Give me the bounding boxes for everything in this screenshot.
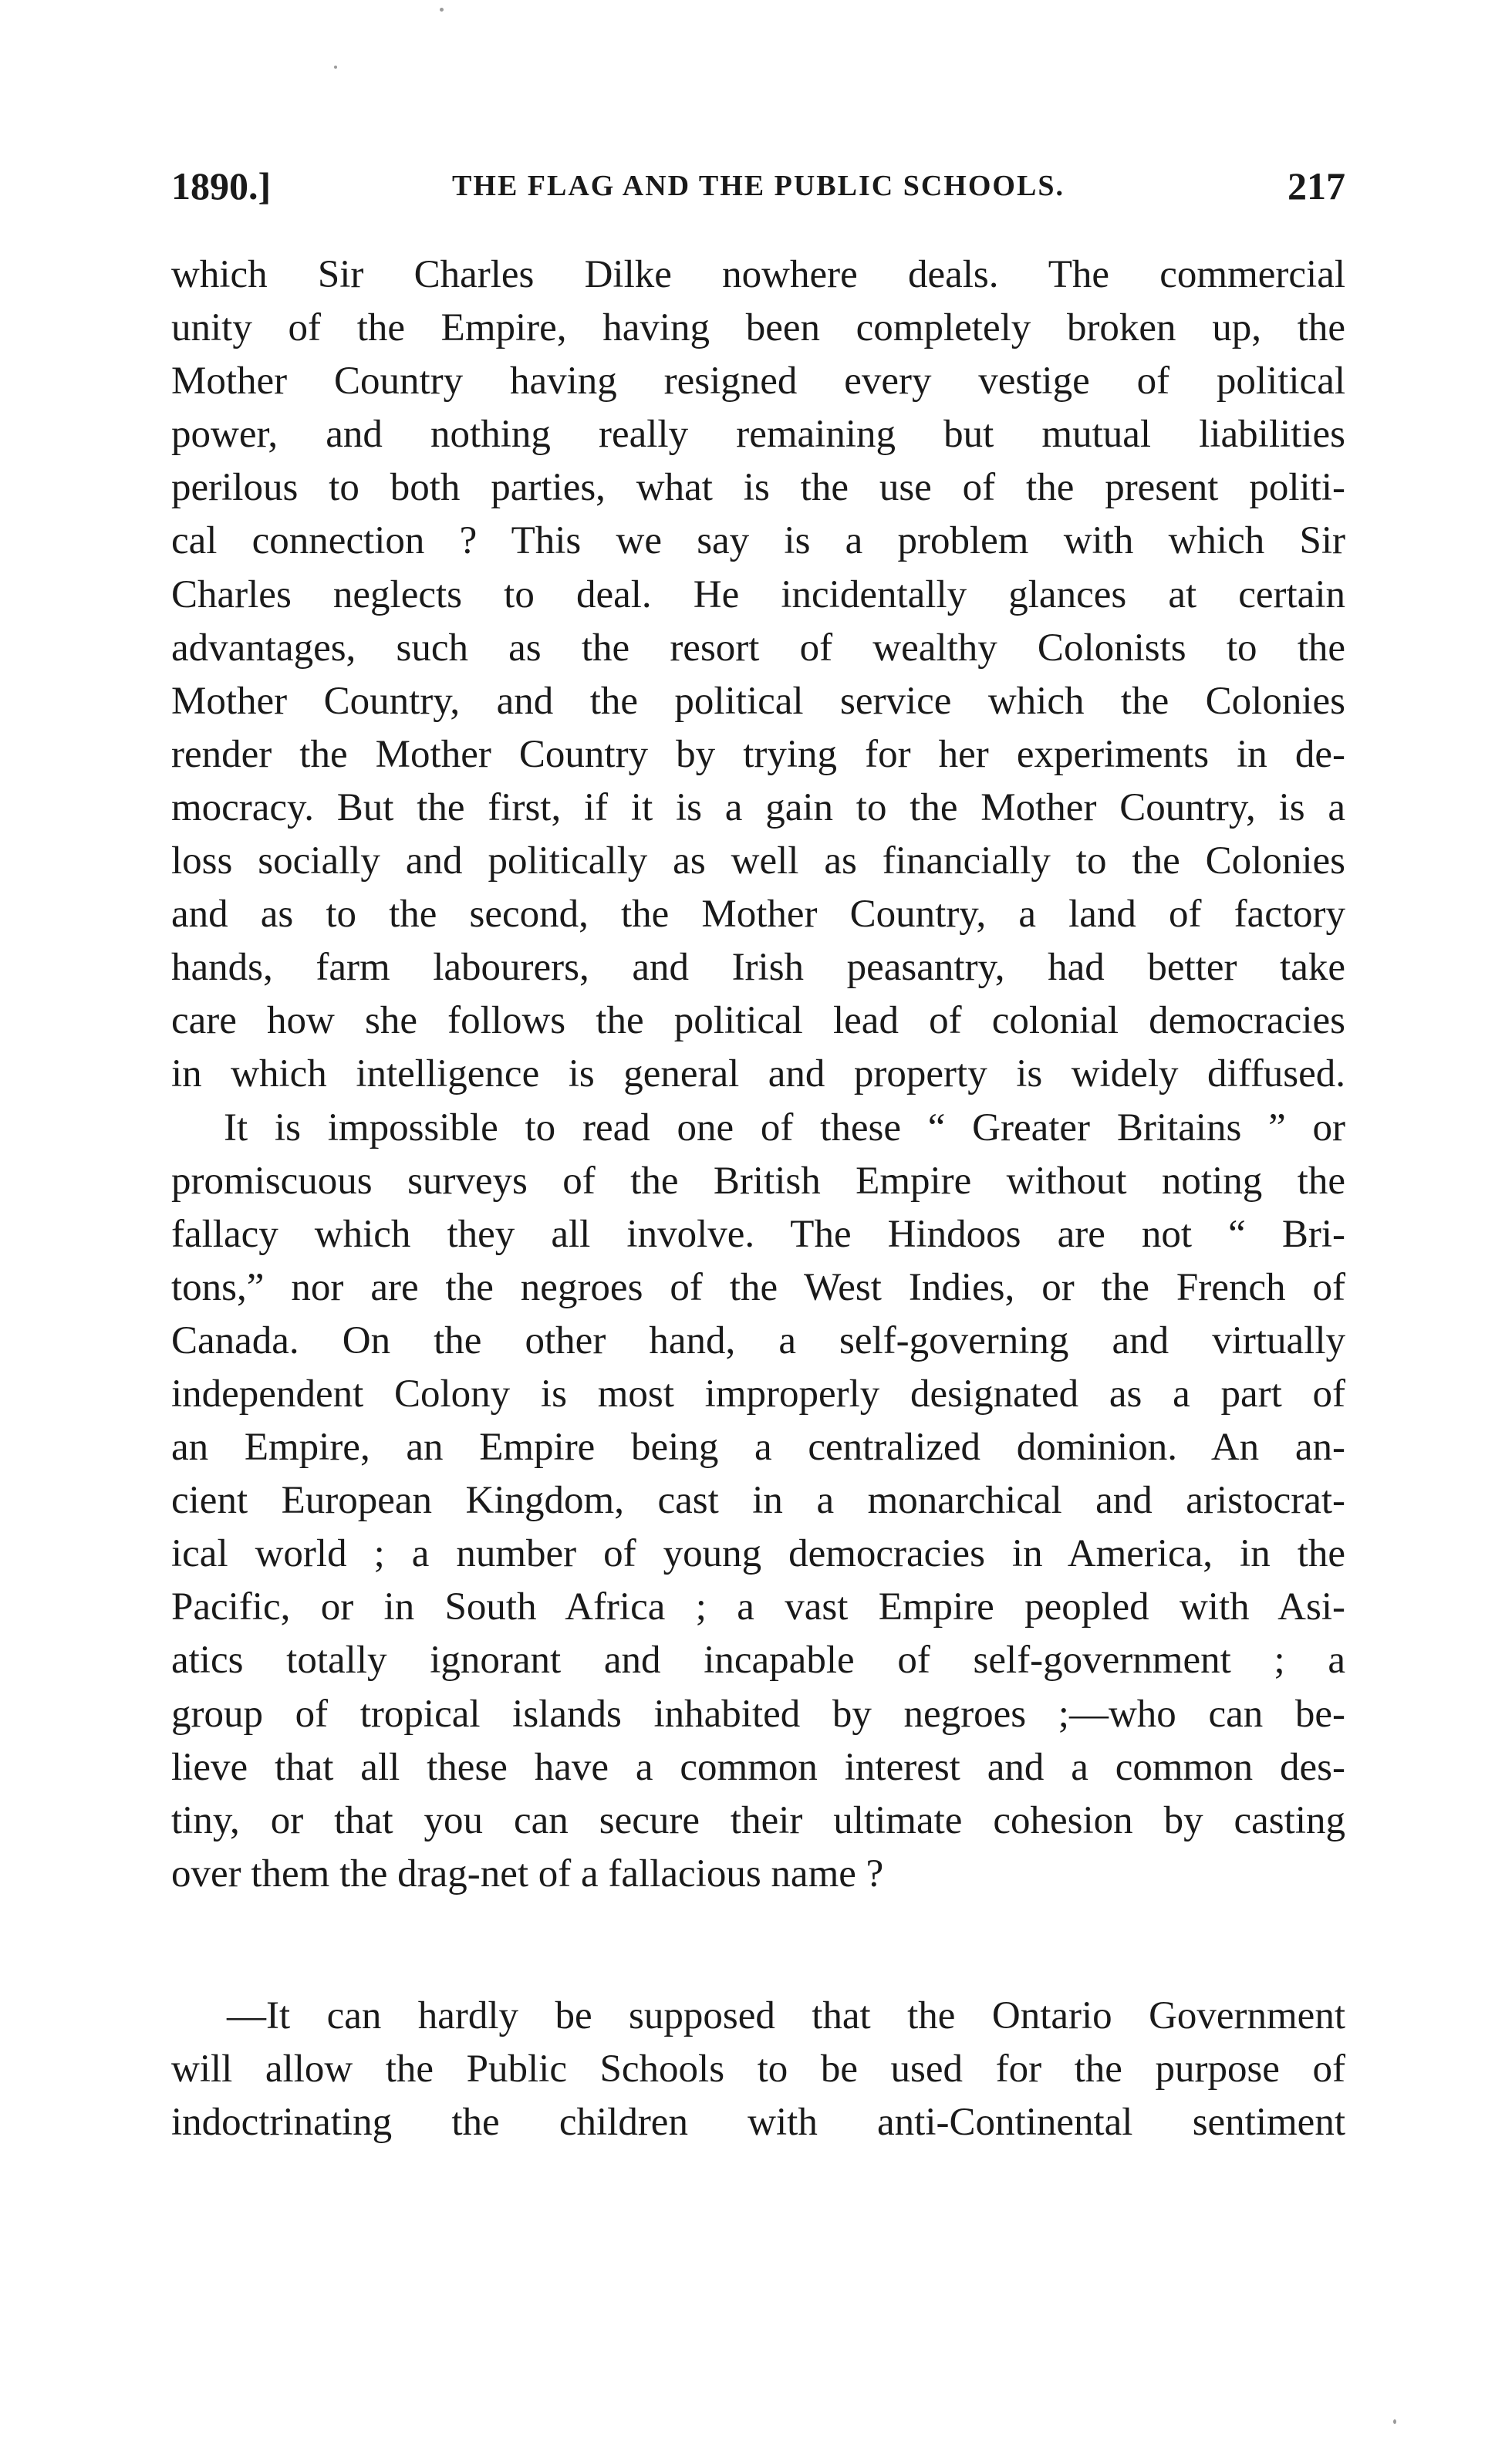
text-line: in which intelligence is general and property is widely diffused. bbox=[171, 1052, 1345, 1096]
text-line: It is impossible to read one of these “ Greater Britains ” or bbox=[224, 1106, 1345, 1149]
text-line: ical world ; a number of young democracies in America, in the bbox=[171, 1532, 1345, 1576]
text-line: loss socially and politically as well as financially to the Colonies bbox=[171, 839, 1345, 883]
running-head-year: 1890.] bbox=[171, 164, 272, 208]
text-line: independent Colony is most improperly designated as a part of bbox=[171, 1372, 1345, 1416]
text-line: an Empire, an Empire being a centralized dominion. An an- bbox=[171, 1426, 1345, 1470]
text-line: hands, farm labourers, and Irish peasantry, had better take bbox=[171, 946, 1345, 990]
text-line: indoctrinating the children with anti-Continental sentiment bbox=[171, 2101, 1345, 2145]
paragraph-2 bbox=[171, 1102, 1345, 1901]
text-line: mocracy. But the first, if it is a gain to the Mother Country, is a bbox=[171, 785, 1345, 829]
text-line: tons,” nor are the negroes of the West Indies, or the French of bbox=[171, 1265, 1345, 1309]
text-line: cal connection ? This we say is a problem with which Sir bbox=[171, 519, 1345, 563]
text-line: power, and nothing really remaining but mutual liabilities bbox=[171, 413, 1345, 457]
text-line: atics totally ignorant and incapable of self-government ; a bbox=[171, 1639, 1345, 1683]
paragraph-3 bbox=[171, 1990, 1345, 2149]
text-line: advantages, such as the resort of wealthy Colonists to the bbox=[171, 626, 1345, 670]
text-line: perilous to both parties, what is the use of the present politi- bbox=[171, 466, 1345, 510]
text-line: Charles neglects to deal. He incidentally glances at certain bbox=[171, 572, 1345, 616]
text-line: lieve that all these have a common interest and a common des- bbox=[171, 1745, 1345, 1789]
text-line: Pacific, or in South Africa ; a vast Empire peopled with Asi- bbox=[171, 1585, 1345, 1629]
text-line: cient European Kingdom, cast in a monarchical and aristocrat- bbox=[171, 1479, 1345, 1523]
print-speck bbox=[334, 66, 337, 69]
text-line: Canada. On the other hand, a self-governing and virtually bbox=[171, 1318, 1345, 1362]
print-speck bbox=[1393, 2419, 1396, 2424]
text-line: group of tropical islands inhabited by negroes ;—who can be- bbox=[171, 1692, 1345, 1736]
page-number: 217 bbox=[1288, 164, 1345, 208]
text-line: promiscuous surveys of the British Empire without noting the bbox=[171, 1159, 1345, 1203]
running-head-title: THE FLAG AND THE PUBLIC SCHOOLS. bbox=[452, 170, 1065, 202]
text-line: render the Mother Country by trying for her experiments in de- bbox=[171, 732, 1345, 776]
text-line: care how she follows the political lead of colonial democracies bbox=[171, 999, 1345, 1043]
text-line: tiny, or that you can secure their ultimate cohesion by casting bbox=[171, 1798, 1345, 1842]
print-speck bbox=[440, 8, 444, 12]
text-line: Mother Country, and the political service which the Colonies bbox=[171, 679, 1345, 723]
text-line: and as to the second, the Mother Country, a land of factory bbox=[171, 893, 1345, 937]
text-line: unity of the Empire, having been completely broken up, the bbox=[171, 306, 1345, 350]
body-text bbox=[171, 248, 1345, 2149]
paragraph-1 bbox=[171, 248, 1345, 1102]
text-line: —It can hardly be supposed that the Ontario Government bbox=[227, 1993, 1345, 2037]
text-line: over them the drag-net of a fallacious name ? bbox=[171, 1852, 884, 1896]
text-line: will allow the Public Schools to be used for the purpose of bbox=[171, 2047, 1345, 2091]
text-line: which Sir Charles Dilke nowhere deals. The commercial bbox=[171, 253, 1345, 296]
text-line: fallacy which they all involve. The Hindoos are not “ Bri- bbox=[171, 1212, 1345, 1256]
section-break bbox=[171, 1901, 1345, 1990]
text-line: Mother Country having resigned every vestige of political bbox=[171, 360, 1345, 403]
running-head bbox=[171, 159, 1345, 213]
